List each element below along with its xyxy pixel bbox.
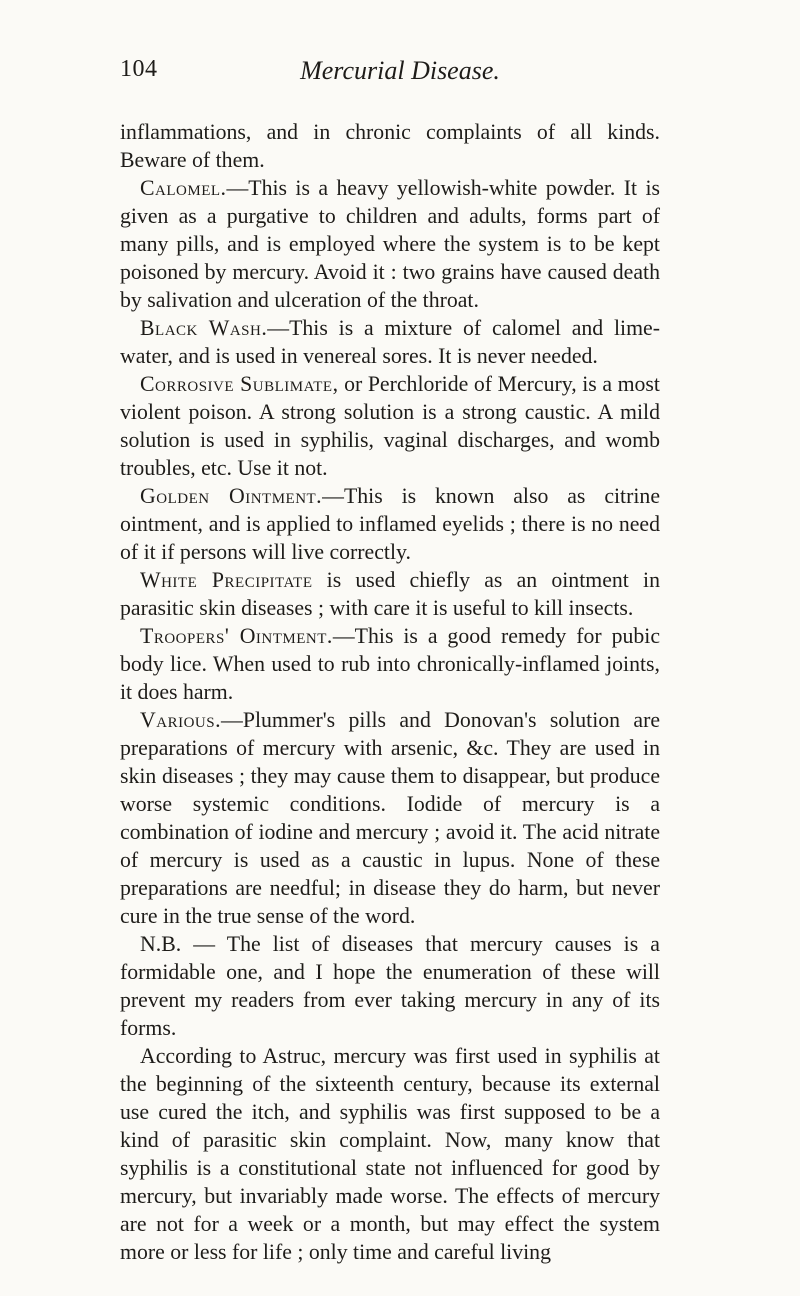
- paragraph-black-wash: [120, 314, 660, 370]
- entry-heading: Calomel.: [140, 176, 227, 200]
- entry-heading: Various.: [140, 708, 222, 732]
- paragraph-text: According to Astruc, mercury was first used in syphilis at the beginning of the sixteenth century, because its external use cured the itch, and syphilis was first supposed to be a kind of parasitic skin complaint. Now, many know that syphilis is a constitutional state not influenced for good by mercury, but invariably made worse. The effects of mercury are not for a week or a month, but may effect the system more or less for life ; only time and careful living: [120, 1044, 660, 1264]
- entry-heading: Black Wash.: [140, 316, 268, 340]
- paragraph-text: —This is a heavy yellowish-white powder. It is given as a purgative to children and adults, forms part of many pills, and is employed where the system is to be kept poisoned by mercury. Avoid it : two grains have caused death by salivation and ulceration of the throat.: [120, 176, 660, 312]
- entry-heading: Corrosive Sublimate,: [140, 372, 339, 396]
- paragraph-text: or Perchloride of Mercury, is a most violent poison. A strong solution is a strong caustic. A mild solution is used in syphilis, vaginal discharges, and womb troubles, etc. Use it not.: [120, 372, 660, 480]
- paragraph-various: [120, 706, 660, 930]
- paragraph-corrosive-sublimate: [120, 370, 660, 482]
- page-number: 104: [120, 56, 158, 82]
- paragraph-text: —This is a good remedy for pubic body lice. When used to rub into chronically-inflamed joints, it does harm.: [120, 624, 661, 704]
- paragraph-troopers-ointment: [120, 622, 660, 706]
- entry-heading: White Precipitate: [140, 568, 313, 592]
- paragraph-nota-bene: [120, 930, 660, 1042]
- paragraph-golden-ointment: [120, 482, 660, 566]
- entry-heading: Golden Ointment.: [140, 484, 323, 508]
- paragraph-calomel: [120, 174, 660, 314]
- body-text: [120, 118, 660, 1266]
- paragraph-astruc: [120, 1042, 660, 1266]
- paragraph-text: N.B. — The list of diseases that mercury causes is a formidable one, and I hope the enumeration of these will prevent my readers from ever taking mercury in any of its forms.: [120, 932, 660, 1040]
- paragraph-text: —Plummer's pills and Donovan's solution are preparations of mercury with arsenic, &c. They are used in skin diseases ; they may cause them to disappear, but produce worse systemic conditions. Iodide of mercury is a combination of iodine and mercury ; avoid it. The acid nitrate of mercury is used as a caustic in lupus. None of these preparations are needful; in disease they do harm, but never cure in the true sense of the word.: [120, 708, 660, 928]
- paragraph-text: is used chiefly as an ointment in parasitic skin diseases ; with care it is useful to kill insects.: [120, 568, 660, 620]
- running-title: Mercurial Disease.: [300, 56, 500, 85]
- paragraph-continuation: [120, 118, 660, 174]
- paragraph-text: inflammations, and in chronic complaints of all kinds. Beware of them.: [120, 120, 660, 172]
- paragraph-text: —This is known also as citrine ointment, and is applied to inflamed eyelids ; there is no need of it if persons will live correctly.: [120, 484, 660, 564]
- entry-heading: Troopers' Ointment.: [140, 624, 333, 648]
- paragraph-text: —This is a mixture of calomel and lime-water, and is used in venereal sores. It is never needed.: [120, 316, 660, 368]
- page-header: [120, 56, 660, 90]
- paragraph-white-precipitate: [120, 566, 660, 622]
